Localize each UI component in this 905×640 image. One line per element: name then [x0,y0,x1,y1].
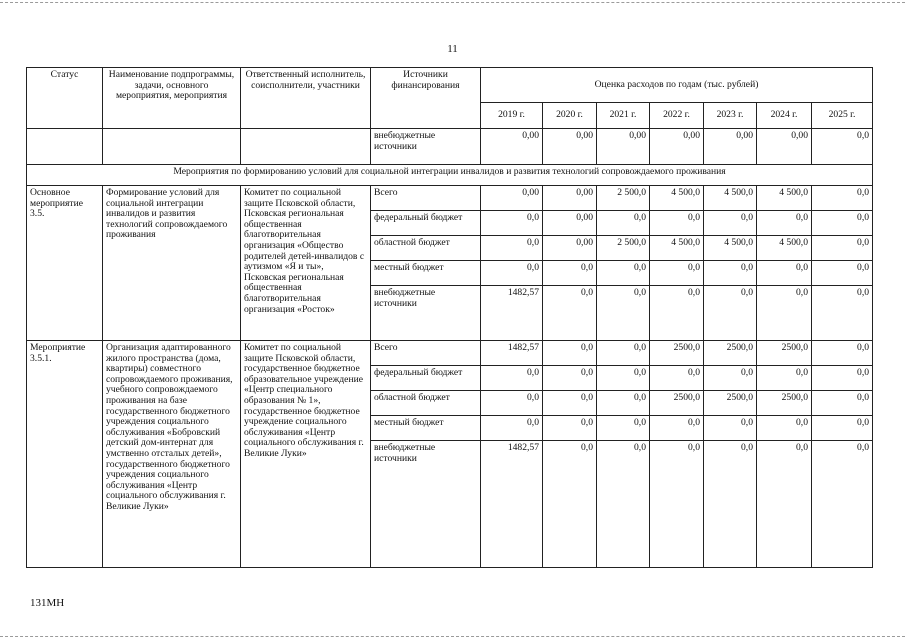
value-cell: 0,0 [757,416,812,441]
value-cell: 0,00 [650,129,704,165]
header-year: 2022 г. [650,103,704,129]
budget-table [26,67,873,568]
value-cell: 2500,0 [704,391,757,416]
name-cell [103,129,241,165]
status-cell: Основное мероприятие 3.5. [27,186,103,341]
value-cell: 0,0 [812,186,873,211]
value-cell: 0,0 [757,441,812,568]
header-name: Наименование подпрограммы, задачи, основного мероприятия, мероприятия [103,68,241,129]
value-cell: 0,0 [543,391,597,416]
value-cell: 0,00 [597,129,650,165]
value-cell: 1482,57 [481,441,543,568]
value-cell: 0,0 [757,366,812,391]
value-cell: 1482,57 [481,341,543,366]
value-cell: 2 500,0 [597,186,650,211]
header-year: 2023 г. [704,103,757,129]
value-cell: 4 500,0 [704,236,757,261]
value-cell: 2500,0 [650,341,704,366]
header-sources: Источники финансирования [371,68,481,129]
value-cell: 0,0 [650,366,704,391]
value-cell: 0,0 [650,416,704,441]
value-cell: 0,0 [597,391,650,416]
value-cell: 0,0 [597,261,650,286]
executor-cell [241,129,371,165]
value-cell: 0,0 [597,286,650,341]
value-cell: 0,0 [650,261,704,286]
value-cell: 0,0 [650,286,704,341]
value-cell: 1482,57 [481,286,543,341]
source-cell: федеральный бюджет [371,366,481,391]
section-row [27,165,873,186]
value-cell: 2 500,0 [597,236,650,261]
value-cell: 0,0 [481,391,543,416]
executor-cell: Комитет по социальной защите Псковской области, государственное бюджетное образовательное учреждение «Центр специального образования № 1», государственное бюджетное учреждение социального обслуживания «Центр социального обслуживания г. Великие Луки» [241,341,371,568]
scan-edge-bottom [0,636,905,637]
value-cell: 4 500,0 [757,236,812,261]
source-cell: местный бюджет [371,416,481,441]
value-cell: 0,0 [812,261,873,286]
value-cell: 0,0 [812,391,873,416]
value-cell: 0,00 [543,211,597,236]
value-cell: 0,0 [543,286,597,341]
value-cell: 2500,0 [757,341,812,366]
value-cell: 0,0 [812,341,873,366]
source-cell: Всего [371,186,481,211]
source-cell: Всего [371,341,481,366]
scan-edge-top [0,2,905,3]
value-cell: 0,0 [543,441,597,568]
value-cell: 0,0 [704,416,757,441]
value-cell: 0,0 [597,341,650,366]
value-cell: 2500,0 [757,391,812,416]
value-cell: 0,0 [704,366,757,391]
value-cell: 0,0 [543,416,597,441]
value-cell: 0,0 [757,286,812,341]
source-cell: областной бюджет [371,391,481,416]
table-row [27,186,873,211]
table-row [27,341,873,366]
value-cell: 4 500,0 [650,186,704,211]
value-cell: 0,0 [704,441,757,568]
source-cell: областной бюджет [371,236,481,261]
value-cell: 0,0 [704,261,757,286]
value-cell: 0,0 [597,416,650,441]
name-cell: Формирование условий для социальной интеграции инвалидов и развития технологий сопровождаемого проживания [103,186,241,341]
value-cell: 0,00 [481,186,543,211]
header-year: 2020 г. [543,103,597,129]
source-cell: внебюджетные источники [371,129,481,165]
value-cell: 0,00 [481,129,543,165]
value-cell: 0,00 [543,236,597,261]
header-executor: Ответственный исполнитель, соисполнители, участники [241,68,371,129]
value-cell: 4 500,0 [650,236,704,261]
status-cell [27,129,103,165]
header-status: Статус [27,68,103,129]
value-cell: 0,0 [481,236,543,261]
value-cell: 0,0 [757,211,812,236]
value-cell: 0,00 [543,129,597,165]
table-row [27,129,873,165]
value-cell: 0,00 [704,129,757,165]
value-cell: 0,0 [481,416,543,441]
value-cell: 0,0 [597,366,650,391]
value-cell: 0,00 [757,129,812,165]
header-year: 2024 г. [757,103,812,129]
value-cell: 0,0 [704,211,757,236]
value-cell: 0,0 [481,261,543,286]
value-cell: 0,0 [543,366,597,391]
footer-code: 131МН [30,597,65,609]
value-cell: 0,0 [812,211,873,236]
name-cell: Организация адаптированного жилого пространства (дома, квартиры) совместного сопровождаемого проживания, учебного сопровождаемого проживания на базе государственного бюджетного учреждения социального обслуживания «Бобровский детский дом-интернат для умственно отсталых детей», государственного бюджетного учреждения социального обслуживания «Центр социального обслуживания г. Великие Луки» [103,341,241,568]
value-cell: 0,0 [812,236,873,261]
value-cell: 0,0 [597,441,650,568]
value-cell: 0,0 [812,286,873,341]
source-cell: местный бюджет [371,261,481,286]
value-cell: 4 500,0 [704,186,757,211]
source-cell: внебюджетные источники [371,441,481,568]
value-cell: 0,0 [812,129,873,165]
header-estimate: Оценка расходов по годам (тыс. рублей) [481,68,873,103]
value-cell: 4 500,0 [757,186,812,211]
section-title: Мероприятия по формированию условий для социальной интеграции инвалидов и развития технологий сопровождаемого проживания [27,165,873,186]
value-cell: 0,0 [812,441,873,568]
header-year: 2025 г. [812,103,873,129]
source-cell: внебюджетные источники [371,286,481,341]
value-cell: 0,0 [543,341,597,366]
page-number: 11 [447,43,458,55]
header-year: 2021 г. [597,103,650,129]
value-cell: 0,0 [543,261,597,286]
value-cell: 0,0 [812,416,873,441]
status-cell: Мероприятие 3.5.1. [27,341,103,568]
value-cell: 0,0 [481,211,543,236]
source-cell: федеральный бюджет [371,211,481,236]
value-cell: 0,0 [757,261,812,286]
value-cell: 0,0 [481,366,543,391]
value-cell: 0,0 [650,211,704,236]
value-cell: 2500,0 [704,341,757,366]
value-cell: 0,0 [597,211,650,236]
value-cell: 0,00 [543,186,597,211]
executor-cell: Комитет по социальной защите Псковской области, Псковская региональная общественная благотворительная организация «Общество родителей детей-инвалидов с аутизмом «Я и ты», Псковская региональная общественная благотворительная организация «Росток» [241,186,371,341]
value-cell: 0,0 [704,286,757,341]
header-year: 2019 г. [481,103,543,129]
value-cell: 2500,0 [650,391,704,416]
value-cell: 0,0 [650,441,704,568]
value-cell: 0,0 [812,366,873,391]
